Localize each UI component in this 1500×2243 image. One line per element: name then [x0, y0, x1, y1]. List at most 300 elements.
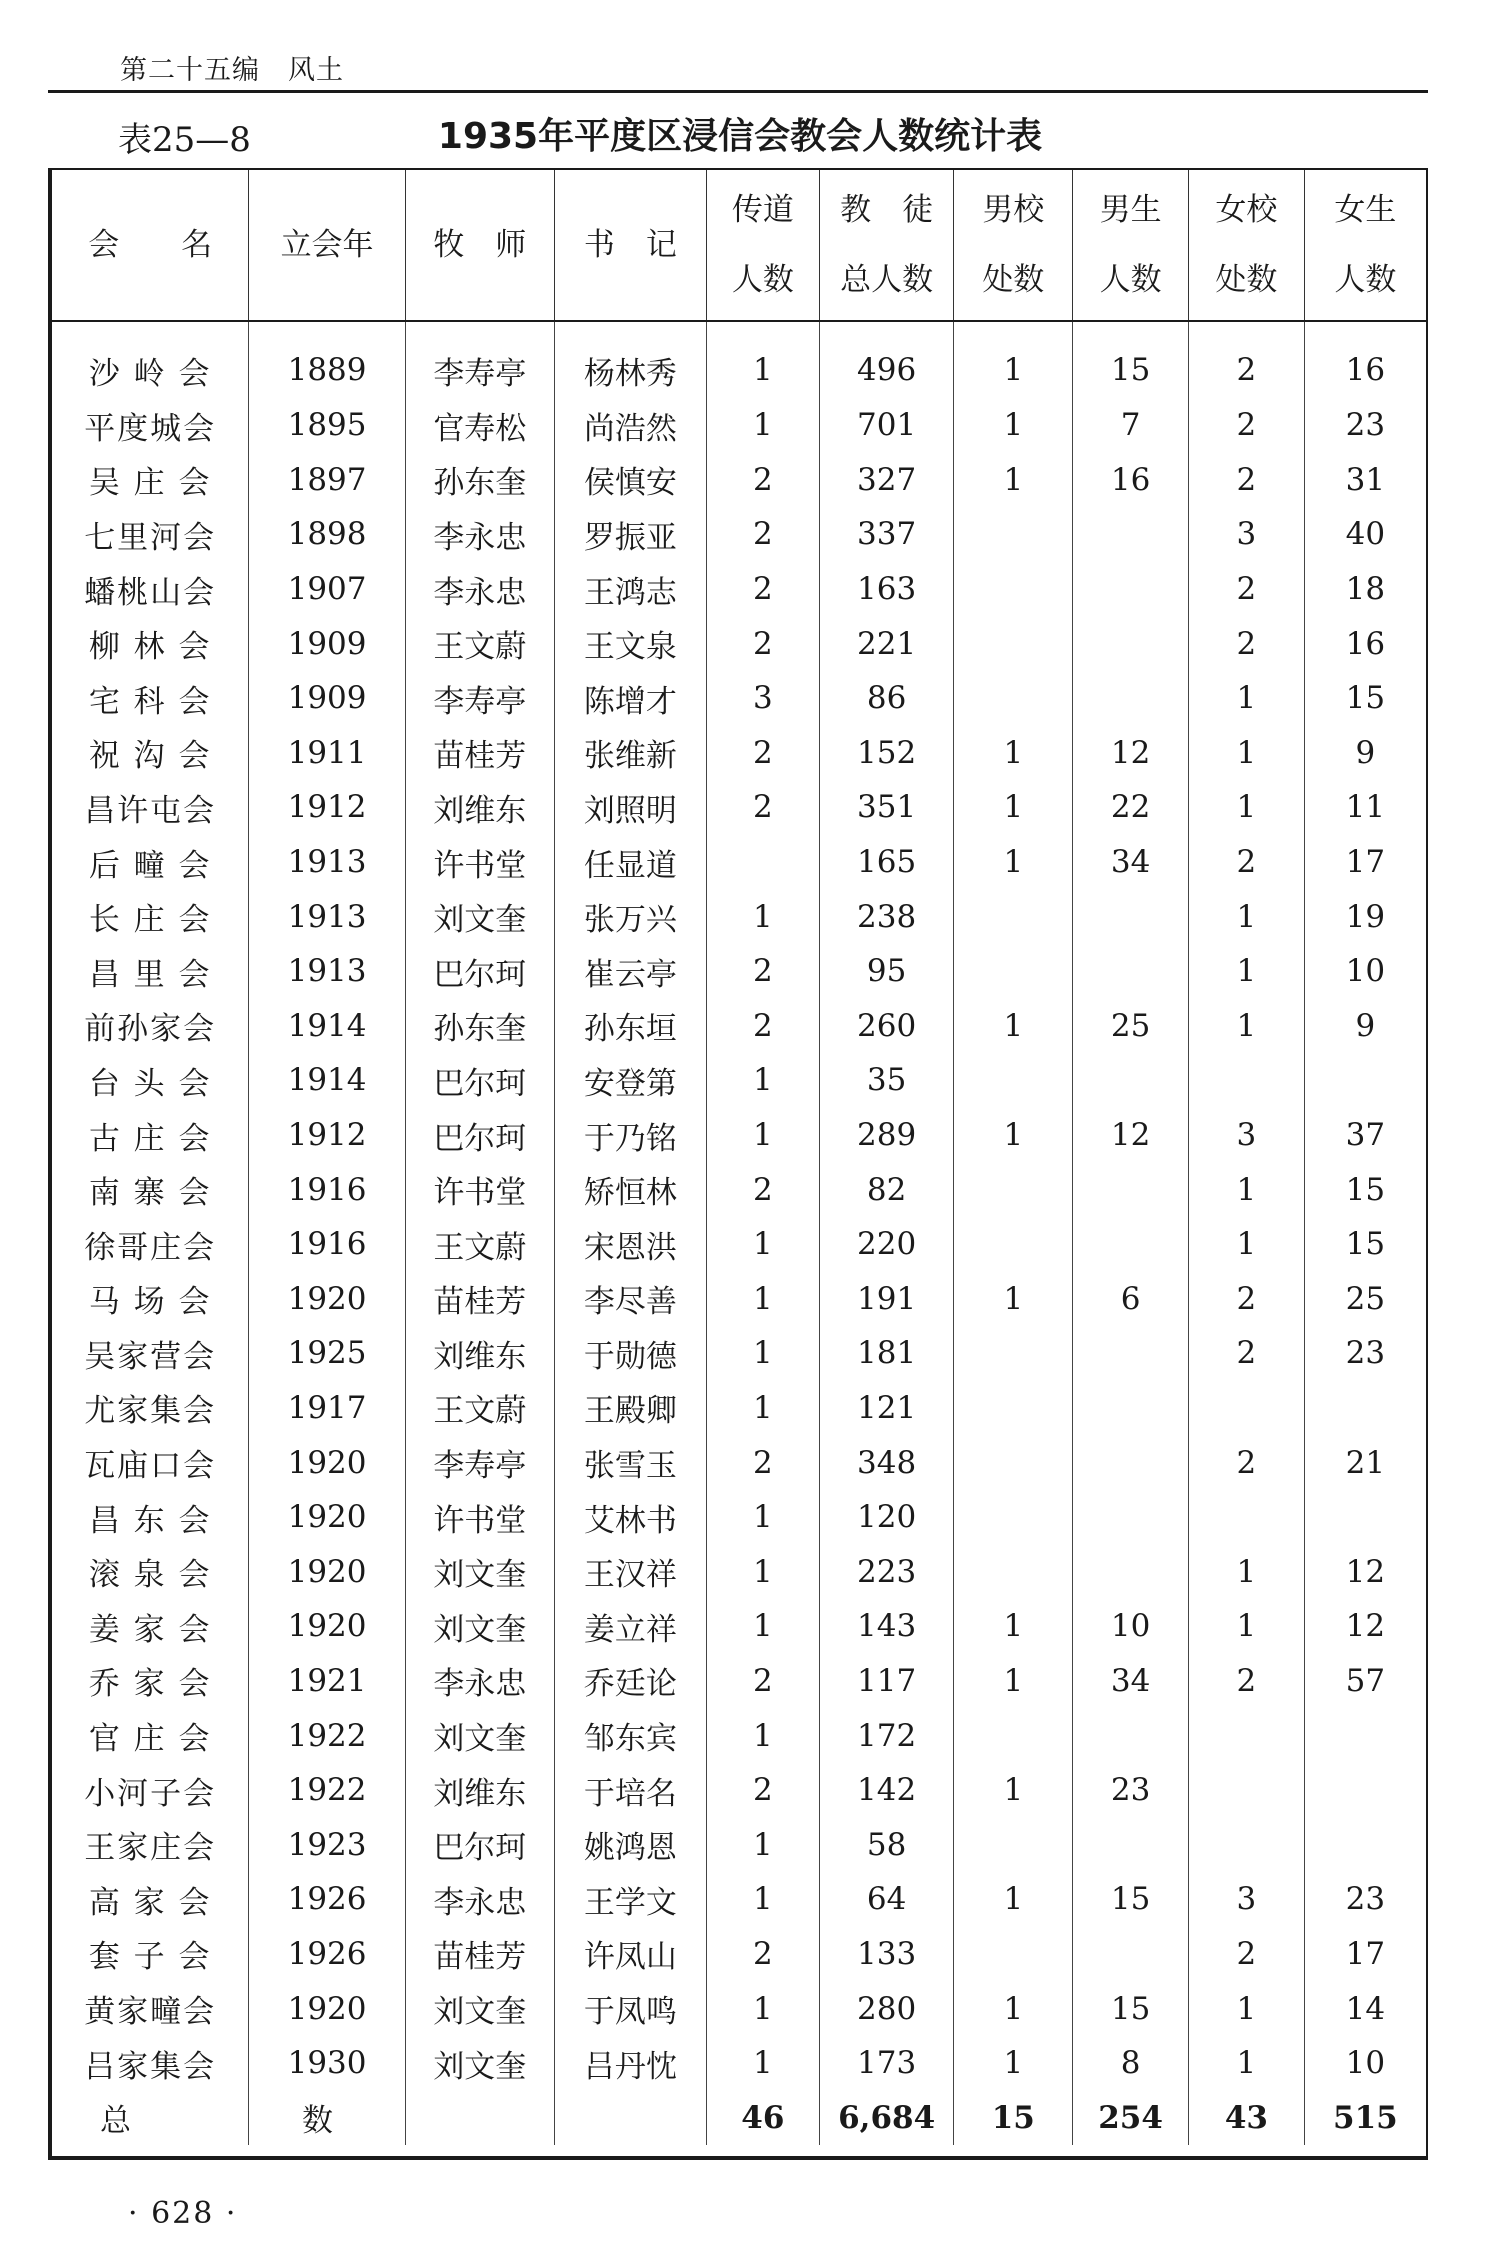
church-name-cell: 吴家营会: [84, 1338, 217, 1375]
table-cell: 1: [706, 1708, 819, 1763]
table-cell: 1895: [249, 398, 405, 453]
table-cell: [954, 1708, 1073, 1763]
table-cell: 2: [1188, 1272, 1304, 1327]
table-cell: 16: [1073, 453, 1189, 508]
table-header-row: [52, 170, 1426, 321]
table-cell: 1920: [249, 1544, 405, 1599]
table-cell: 15: [1073, 321, 1189, 398]
table-cell: 18: [1304, 562, 1426, 617]
table-cell: 许书堂: [405, 835, 554, 890]
table-cell: 1: [954, 1654, 1073, 1709]
column-header-line: 会 名: [88, 227, 213, 263]
table-row: [52, 1872, 1426, 1927]
column-header: [52, 170, 249, 321]
table-cell: 1: [706, 398, 819, 453]
table-cell: 1922: [249, 1708, 405, 1763]
table-cell: 2: [1188, 453, 1304, 508]
table-cell: 于培名: [554, 1763, 706, 1818]
church-name-cell: 昌 里 会: [88, 956, 212, 993]
table-cell: [954, 1053, 1073, 1108]
church-name-cell: 总 数: [100, 2103, 403, 2140]
table-cell: [1073, 1326, 1189, 1381]
table-cell: 2: [1188, 1654, 1304, 1709]
table-cell: 李永忠: [405, 1654, 554, 1709]
table-cell: [954, 562, 1073, 617]
table-cell: 82: [819, 1162, 954, 1217]
table-cell: 15: [1073, 1872, 1189, 1927]
table-cell: 496: [819, 321, 954, 398]
table-cell: 张万兴: [554, 889, 706, 944]
table-cell: 14: [1304, 1981, 1426, 2036]
table-cell: 1930: [249, 2036, 405, 2091]
table-cell: 23: [1073, 1763, 1189, 1818]
column-header: [706, 170, 819, 321]
table-cell: 崔云亭: [554, 944, 706, 999]
church-name-cell: 王家庄会: [84, 1830, 217, 1867]
table-cell: 1: [1188, 1162, 1304, 1217]
table-cell: 2: [1188, 562, 1304, 617]
table-cell: 刘文奎: [405, 2036, 554, 2091]
church-name-cell: 沙 岭 会: [88, 355, 212, 392]
table-cell: 艾林书: [554, 1490, 706, 1545]
running-head: 第二十五编 风土: [120, 55, 344, 86]
table-row: [52, 1654, 1426, 1709]
table-cell: 223: [819, 1544, 954, 1599]
table-cell: 刘文奎: [405, 889, 554, 944]
table-cell: 3: [1188, 507, 1304, 562]
table-cell: 2: [1188, 321, 1304, 398]
table-cell: 172: [819, 1708, 954, 1763]
table-cell: 1898: [249, 507, 405, 562]
table-cell: 1925: [249, 1326, 405, 1381]
table-cell: 李寿亭: [405, 321, 554, 398]
church-name-cell: 后 疃 会: [88, 847, 212, 884]
table-cell: 9: [1304, 726, 1426, 781]
table-cell: 43: [1188, 2090, 1304, 2145]
column-header-line: 书 记: [583, 227, 677, 263]
table-cell: 1: [706, 1217, 819, 1272]
table-row: [52, 1708, 1426, 1763]
table-cell: 16: [1304, 616, 1426, 671]
table-cell: 25: [1073, 999, 1189, 1054]
table-cell: [1073, 1217, 1189, 1272]
church-name-cell: 台 头 会: [88, 1065, 212, 1102]
table-cell: 2: [706, 944, 819, 999]
church-name-cell: 小河子会: [84, 1775, 217, 1812]
table-cell: 侯慎安: [554, 453, 706, 508]
table-cell: [954, 889, 1073, 944]
table-cell: 348: [819, 1435, 954, 1490]
table-cell: 1: [954, 321, 1073, 398]
table-cell: 238: [819, 889, 954, 944]
table-cell: 1921: [249, 1654, 405, 1709]
table-cell: 1: [954, 2036, 1073, 2091]
table-cell: 2: [706, 616, 819, 671]
table-cell: [954, 1162, 1073, 1217]
table-cell: 1: [706, 889, 819, 944]
table-cell: 15: [1304, 1217, 1426, 1272]
table-cell: 1: [706, 1381, 819, 1436]
column-header: [1304, 170, 1426, 321]
church-name-cell: 滚 泉 会: [88, 1557, 212, 1594]
table-title: 1935年平度区浸信会教会人数统计表: [437, 116, 1043, 157]
table-cell: 34: [1073, 835, 1189, 890]
table-cell: [1304, 1053, 1426, 1108]
table-row: [52, 780, 1426, 835]
table-cell: 15: [1304, 671, 1426, 726]
column-header-line: 人数: [1099, 262, 1162, 298]
church-name-cell: 高 家 会: [88, 1884, 212, 1921]
table-row: [52, 321, 1426, 398]
table-cell: 官寿松: [405, 398, 554, 453]
column-header: [1188, 170, 1304, 321]
table-cell: 宋恩洪: [554, 1217, 706, 1272]
table-cell: 1913: [249, 889, 405, 944]
table-cell: [1073, 671, 1189, 726]
table-cell: 95: [819, 944, 954, 999]
church-name-cell: 马 场 会: [88, 1284, 212, 1321]
table-cell: 1909: [249, 671, 405, 726]
church-name-cell: 吕家集会: [84, 2048, 217, 2085]
table-cell: 58: [819, 1817, 954, 1872]
table-cell: 1: [706, 1981, 819, 2036]
table-cell: 1909: [249, 616, 405, 671]
table-cell: 1916: [249, 1217, 405, 1272]
table-cell: 1: [954, 1981, 1073, 2036]
table-row: [52, 1927, 1426, 1982]
table-cell: 221: [819, 616, 954, 671]
table-row: [52, 999, 1426, 1054]
table-cell: 许凤山: [554, 1927, 706, 1982]
table-cell: [954, 1817, 1073, 1872]
table-cell: 260: [819, 999, 954, 1054]
table-cell: 1: [706, 1544, 819, 1599]
table-body: [52, 321, 1426, 2145]
table-cell: 李永忠: [405, 562, 554, 617]
church-name-cell: 瓦庙口会: [84, 1448, 217, 1485]
table-cell: [1188, 1817, 1304, 1872]
table-cell: 1914: [249, 1053, 405, 1108]
table-cell: 12: [1073, 1108, 1189, 1163]
table-cell: 李永忠: [405, 1872, 554, 1927]
table-row: [52, 1599, 1426, 1654]
table-cell: 1926: [249, 1872, 405, 1927]
table-row: [52, 1108, 1426, 1163]
table-cell: [1073, 562, 1189, 617]
church-name-cell: 平度城会: [84, 410, 217, 447]
table-cell: 2: [706, 453, 819, 508]
table-cell: 王文蔚: [405, 616, 554, 671]
table-cell: 王汉祥: [554, 1544, 706, 1599]
table-cell: [954, 1326, 1073, 1381]
table-cell: 31: [1304, 453, 1426, 508]
column-header-line: 处数: [982, 262, 1045, 298]
table-cell: 152: [819, 726, 954, 781]
table-cell: 701: [819, 398, 954, 453]
table-cell: 10: [1073, 1599, 1189, 1654]
table-cell: 孙东垣: [554, 999, 706, 1054]
table-cell: [954, 1217, 1073, 1272]
table-cell: [1188, 1381, 1304, 1436]
table-cell: 1913: [249, 944, 405, 999]
column-header-line: 人数: [1334, 262, 1397, 298]
table-cell: 37: [1304, 1108, 1426, 1163]
table-cell: 23: [1304, 398, 1426, 453]
table-cell: [1073, 1708, 1189, 1763]
table-cell: [1073, 616, 1189, 671]
table-cell: 王鸿志: [554, 562, 706, 617]
table-cell: 苗桂芳: [405, 726, 554, 781]
table-cell: 刘文奎: [405, 1599, 554, 1654]
table-cell: 矫恒林: [554, 1162, 706, 1217]
table-cell: 1: [954, 1872, 1073, 1927]
table-row: [52, 1381, 1426, 1436]
table-cell: 1: [1188, 944, 1304, 999]
church-name-cell: 尤家集会: [84, 1393, 217, 1430]
table-cell: 11: [1304, 780, 1426, 835]
table-cell: 181: [819, 1326, 954, 1381]
table-cell: 1920: [249, 1599, 405, 1654]
table-cell: 王文泉: [554, 616, 706, 671]
column-header-line: 人数: [731, 262, 794, 298]
table-cell: 6,684: [819, 2090, 954, 2145]
church-name-cell: 古 庄 会: [88, 1120, 212, 1157]
church-name-cell: 前孙家会: [84, 1011, 217, 1048]
church-name-cell: 套 子 会: [88, 1939, 212, 1976]
church-name-cell: 徐哥庄会: [84, 1229, 217, 1266]
table-cell: 杨林秀: [554, 321, 706, 398]
header-rule: [48, 90, 1428, 93]
table-cell: [1073, 889, 1189, 944]
table-cell: [1188, 1763, 1304, 1818]
table-cell: 刘维东: [405, 1326, 554, 1381]
table-cell: 86: [819, 671, 954, 726]
church-name-cell: 宅 科 会: [88, 683, 212, 720]
table-row: [52, 1981, 1426, 2036]
table-row: [52, 1053, 1426, 1108]
table-cell: 2: [706, 999, 819, 1054]
table-cell: 3: [706, 671, 819, 726]
table-cell: 280: [819, 1981, 954, 2036]
table-cell: 刘文奎: [405, 1981, 554, 2036]
table-cell: 许书堂: [405, 1490, 554, 1545]
table-cell: 1920: [249, 1435, 405, 1490]
table-cell: 64: [819, 1872, 954, 1927]
table-cell: 1: [706, 1108, 819, 1163]
table-cell: 21: [1304, 1435, 1426, 1490]
table-cell: 许书堂: [405, 1162, 554, 1217]
table-cell: [1188, 1490, 1304, 1545]
table-cell: 1: [706, 321, 819, 398]
column-header: [249, 170, 405, 321]
table-cell: 1920: [249, 1272, 405, 1327]
table-cell: 刘文奎: [405, 1544, 554, 1599]
table-cell: 6: [1073, 1272, 1189, 1327]
table-cell: 1916: [249, 1162, 405, 1217]
table-row: [52, 1217, 1426, 1272]
table-cell: 罗振亚: [554, 507, 706, 562]
table-row: [52, 1490, 1426, 1545]
table-cell: 刘文奎: [405, 1708, 554, 1763]
table-cell: 2: [706, 1654, 819, 1709]
table-cell: 1920: [249, 1490, 405, 1545]
table-cell: 1: [1188, 889, 1304, 944]
table-cell: 2: [1188, 398, 1304, 453]
table-cell: 117: [819, 1654, 954, 1709]
table-cell: 133: [819, 1927, 954, 1982]
table-cell: 1: [954, 398, 1073, 453]
table-cell: [554, 2090, 706, 2145]
table-cell: 1: [706, 1272, 819, 1327]
table-cell: 吕丹忱: [554, 2036, 706, 2091]
table-cell: 220: [819, 1217, 954, 1272]
table-cell: 23: [1304, 1326, 1426, 1381]
table-cell: 1: [706, 1872, 819, 1927]
table-cell: 陈增才: [554, 671, 706, 726]
column-header: [405, 170, 554, 321]
column-header-line: 立会年: [280, 227, 374, 263]
table-cell: 163: [819, 562, 954, 617]
table-cell: 1: [706, 1599, 819, 1654]
table-row: [52, 2036, 1426, 2091]
table-row: [52, 889, 1426, 944]
table-cell: [954, 1435, 1073, 1490]
table-cell: 张雪玉: [554, 1435, 706, 1490]
church-name-cell: 蟠桃山会: [84, 574, 217, 611]
column-header-line: 总人数: [840, 262, 934, 298]
table-cell: 邹东宾: [554, 1708, 706, 1763]
table-cell: 苗桂芳: [405, 1272, 554, 1327]
table-cell: 李尽善: [554, 1272, 706, 1327]
table-cell: 3: [1188, 1108, 1304, 1163]
column-header: [554, 170, 706, 321]
table-cell: 刘维东: [405, 780, 554, 835]
table-cell: 1: [1188, 780, 1304, 835]
table-cell: 2: [706, 780, 819, 835]
table-cell: 1926: [249, 1927, 405, 1982]
table-cell: 乔廷论: [554, 1654, 706, 1709]
table-cell: 1917: [249, 1381, 405, 1436]
table-cell: 于勋德: [554, 1326, 706, 1381]
table-cell: [1073, 1490, 1189, 1545]
table-cell: [1304, 1490, 1426, 1545]
table-cell: 40: [1304, 507, 1426, 562]
table-cell: 1: [954, 835, 1073, 890]
table-cell: 1913: [249, 835, 405, 890]
table-cell: [405, 2090, 554, 2145]
table-cell: [1188, 1053, 1304, 1108]
church-name-cell: 七里河会: [84, 519, 217, 556]
column-header-line: 女生: [1334, 192, 1397, 228]
table-row: [52, 726, 1426, 781]
table-cell: 165: [819, 835, 954, 890]
table-cell: 16: [1304, 321, 1426, 398]
table-row: [52, 1763, 1426, 1818]
church-name-cell: 昌许屯会: [84, 792, 217, 829]
table-cell: 15: [954, 2090, 1073, 2145]
table-cell: 张维新: [554, 726, 706, 781]
table-cell: 173: [819, 2036, 954, 2091]
table-cell: [1304, 1763, 1426, 1818]
table-row: [52, 1326, 1426, 1381]
table-cell: 1: [954, 453, 1073, 508]
column-header: [1073, 170, 1189, 321]
table-cell: [954, 671, 1073, 726]
table-cell: 1: [706, 1490, 819, 1545]
table-cell: 1: [706, 1817, 819, 1872]
table-cell: 1923: [249, 1817, 405, 1872]
table-cell: 2: [706, 726, 819, 781]
table-cell: 孙东奎: [405, 453, 554, 508]
table-cell: 巴尔珂: [405, 1108, 554, 1163]
table-cell: 李寿亭: [405, 1435, 554, 1490]
table-cell: 337: [819, 507, 954, 562]
table-cell: 35: [819, 1053, 954, 1108]
table-cell: 57: [1304, 1654, 1426, 1709]
page-number: · 628 ·: [128, 2196, 238, 2231]
table-cell: 8: [1073, 2036, 1189, 2091]
table-row: [52, 1817, 1426, 1872]
table-row: [52, 1544, 1426, 1599]
table-cell: [1304, 1817, 1426, 1872]
table-cell: [1073, 1381, 1189, 1436]
table-cell: 2: [1188, 1435, 1304, 1490]
table-cell: 安登第: [554, 1053, 706, 1108]
table-cell: 孙东奎: [405, 999, 554, 1054]
table-cell: 1: [1188, 671, 1304, 726]
table-cell: 1914: [249, 999, 405, 1054]
table-cell: 任显道: [554, 835, 706, 890]
column-header: [954, 170, 1073, 321]
table-cell: 17: [1304, 1927, 1426, 1982]
table-cell: 刘照明: [554, 780, 706, 835]
table-cell: 19: [1304, 889, 1426, 944]
column-header-line: 教 徒: [840, 192, 934, 228]
table-cell: 1889: [249, 321, 405, 398]
table-cell: 1912: [249, 1108, 405, 1163]
table-cell: [1073, 1435, 1189, 1490]
church-name-cell: 昌 东 会: [88, 1502, 212, 1539]
table-cell: 1: [1188, 999, 1304, 1054]
column-header-line: 牧 师: [433, 227, 527, 263]
table-cell: 1922: [249, 1763, 405, 1818]
table-cell: 1: [1188, 1981, 1304, 2036]
table-cell: 1920: [249, 1981, 405, 2036]
table-cell: 2: [706, 507, 819, 562]
table-cell: 2: [1188, 1927, 1304, 1982]
table-cell: 17: [1304, 835, 1426, 890]
table-cell: 9: [1304, 999, 1426, 1054]
church-name-cell: 官 庄 会: [88, 1721, 212, 1758]
table-cell: 1: [1188, 2036, 1304, 2091]
table-cell: [954, 1927, 1073, 1982]
table-cell: 王文蔚: [405, 1217, 554, 1272]
column-header-line: 女校: [1215, 192, 1278, 228]
table-row: [52, 562, 1426, 617]
table-cell: 王学文: [554, 1872, 706, 1927]
table-cell: [1073, 1817, 1189, 1872]
table-cell: 515: [1304, 2090, 1426, 2145]
table-cell: 3: [1188, 1872, 1304, 1927]
table-cell: 1907: [249, 562, 405, 617]
table-cell: 尚浩然: [554, 398, 706, 453]
church-name-cell: 祝 沟 会: [88, 738, 212, 775]
table-cell: 2: [706, 1927, 819, 1982]
table-cell: 1: [706, 2036, 819, 2091]
table-cell: [954, 507, 1073, 562]
table-cell: 1912: [249, 780, 405, 835]
table-cell: [1304, 1381, 1426, 1436]
